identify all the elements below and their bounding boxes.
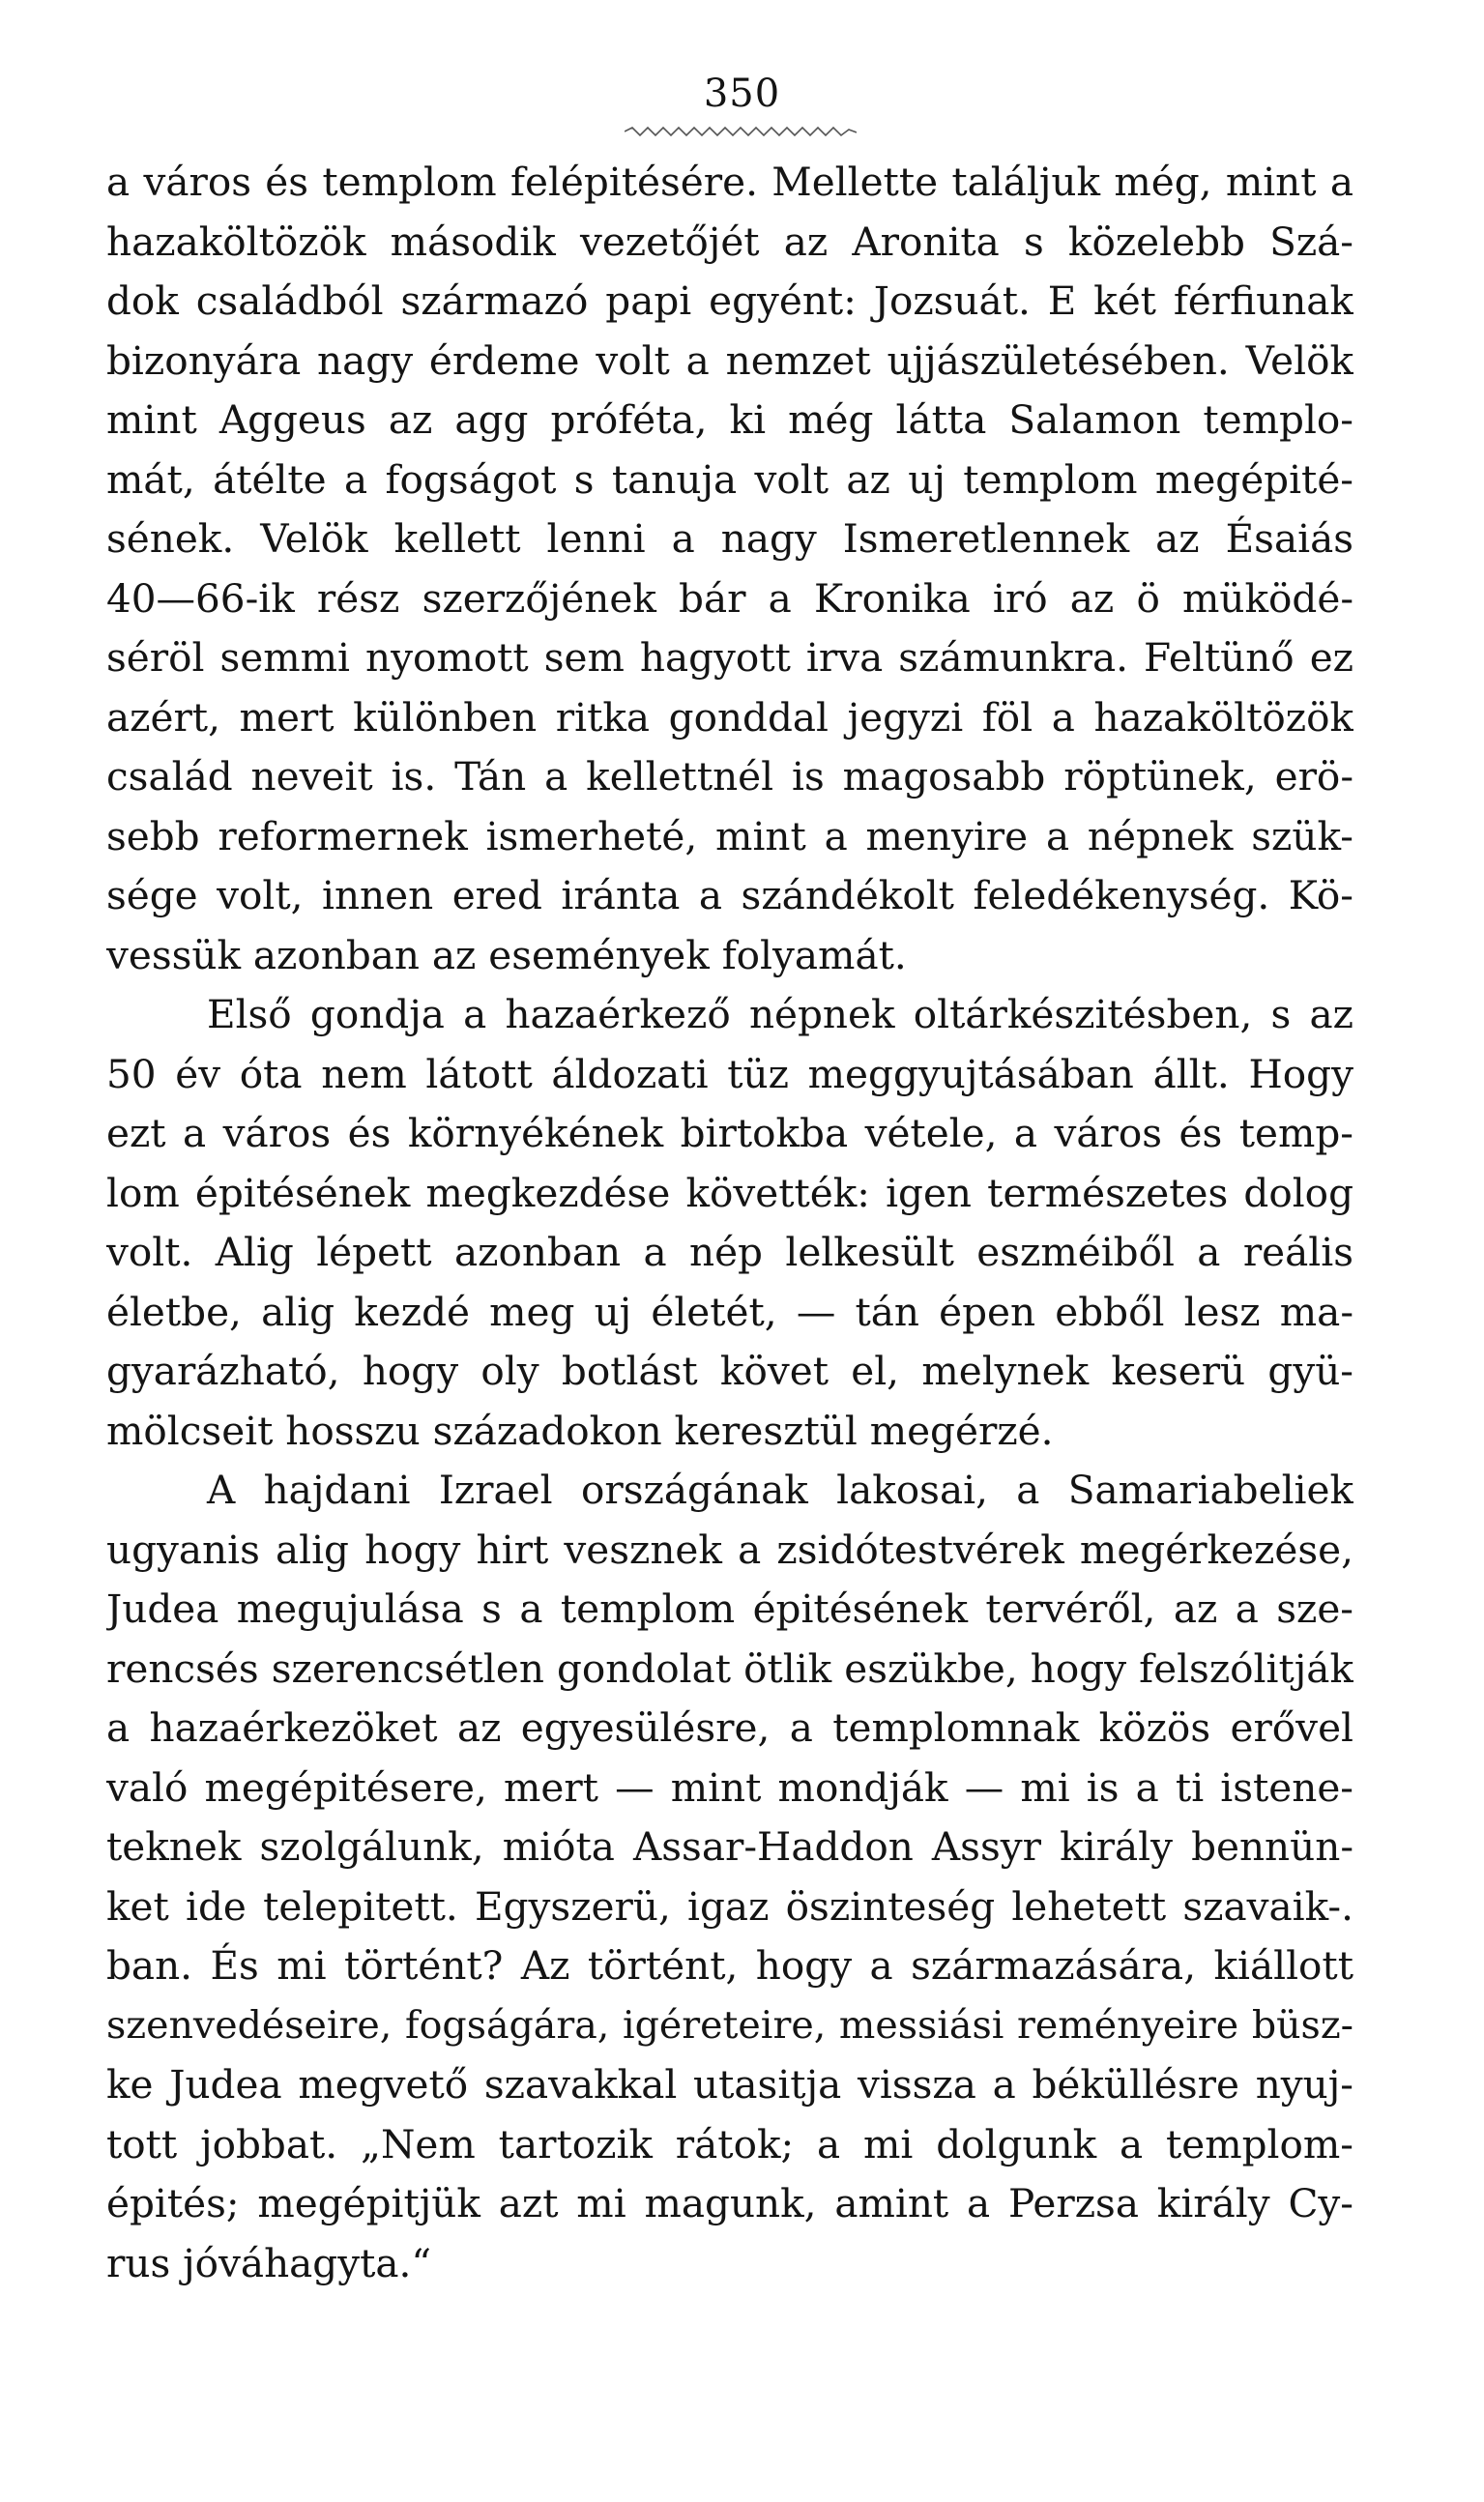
text-line: 50 év óta nem látott áldozati tüz meggyujtásában állt. Hogy: [106, 1050, 1353, 1097]
decorative-rule: [625, 126, 857, 139]
paragraph-first-line: Első gondja a hazaérkező népnek oltárkészitésben, s az: [207, 991, 1353, 1037]
text-line: lom épitésének megkezdése követték: igen természetes dolog: [106, 1169, 1353, 1216]
text-line: hazaköltözök második vezetőjét az Aronita s közelebb Szá-: [106, 218, 1353, 265]
text-line: épités; megépitjük azt mi magunk, amint a Perzsa király Cy-: [106, 2180, 1353, 2226]
text-line: volt. Alig lépett azonban a nép lelkesült eszméiből a reális: [106, 1229, 1353, 1275]
text-line: való megépitésere, mert — mint mondják — mi is a ti istene-: [106, 1763, 1353, 1811]
text-line: teknek szolgálunk, mióta Assar-Haddon Assyr király bennün-: [106, 1823, 1353, 1870]
text-line: rencsés szerencsétlen gondolat ötlik eszükbe, hogy felszólitják: [106, 1644, 1353, 1692]
text-line: ugyanis alig hogy hirt vesznek a zsidótestvérek megérkezése,: [106, 1526, 1353, 1573]
text-line: sebb reformernek ismerheté, mint a menyire a népnek szük-: [106, 812, 1353, 859]
page-number: 350: [703, 72, 781, 116]
text-line: szenvedéseire, fogságára, igéreteire, messiási reményeire büsz-: [106, 2002, 1353, 2048]
text-line: ke Judea megvető szavakkal utasitja vissza a béküllésre nyuj-: [106, 2061, 1353, 2108]
text-line: Judea megujulása s a templom épitésének tervéről, az a sze-: [106, 1586, 1353, 1632]
text-line: a város és templom felépitésére. Mellette találjuk még, mint a: [106, 159, 1353, 205]
text-line: dok családból származó papi egyént: Jozsuát. E két férfiunak: [106, 277, 1353, 324]
paragraph-first-line: A hajdani Izrael országának lakosai, a Samariabeliek: [207, 1467, 1353, 1513]
text-line: mint Aggeus az agg próféta, ki még látta Salamon templo-: [106, 396, 1353, 443]
text-line: bizonyára nagy érdeme volt a nemzet ujjászületésében. Velök: [106, 336, 1353, 384]
text-line: ezt a város és környékének birtokba vétele, a város és temp-: [106, 1110, 1353, 1156]
text-line: életbe, alig kezdé meg uj életét, — tán épen ebből lesz ma-: [106, 1288, 1353, 1335]
text-line: séröl semmi nyomott sem hagyott irva számunkra. Feltünő ez: [106, 634, 1353, 681]
text-line: rus jóváhagyta.“: [106, 2239, 432, 2286]
text-line: család neveit is. Tán a kellettnél is magosabb röptünek, erö-: [106, 753, 1353, 800]
text-line: azért, mert különben ritka gonddal jegyzi föl a hazaköltözök: [106, 693, 1353, 741]
text-line: mölcseit hosszu századokon keresztül megérzé.: [106, 1407, 1054, 1454]
text-line: ban. És mi történt? Az történt, hogy a származására, kiállott: [106, 1942, 1353, 1989]
text-line: ket ide telepitett. Egyszerü, igaz öszinteség lehetett szavaik-.: [106, 1882, 1353, 1930]
text-line: 40—66-ik rész szerzőjének bár a Kronika iró az ö müködé-: [106, 574, 1353, 622]
text-line: tott jobbat. „Nem tartozik rátok; a mi dolgunk a templom-: [106, 2120, 1353, 2167]
text-line: a hazaérkezöket az egyesülésre, a templomnak közös erővel: [106, 1704, 1353, 1751]
text-line: sének. Velök kellett lenni a nagy Ismeretlennek az Ésaiás: [106, 515, 1353, 562]
text-line: vessük azonban az események folyamát.: [106, 931, 907, 978]
text-line: sége volt, innen ered iránta a szándékolt feledékenység. Kö-: [106, 872, 1353, 918]
text-line: gyarázható, hogy oly botlást követ el, melynek keserü gyü-: [106, 1348, 1353, 1394]
body-text: [106, 153, 1353, 2293]
text-line: mát, átélte a fogságot s tanuja volt az uj templom megépité-: [106, 455, 1353, 503]
